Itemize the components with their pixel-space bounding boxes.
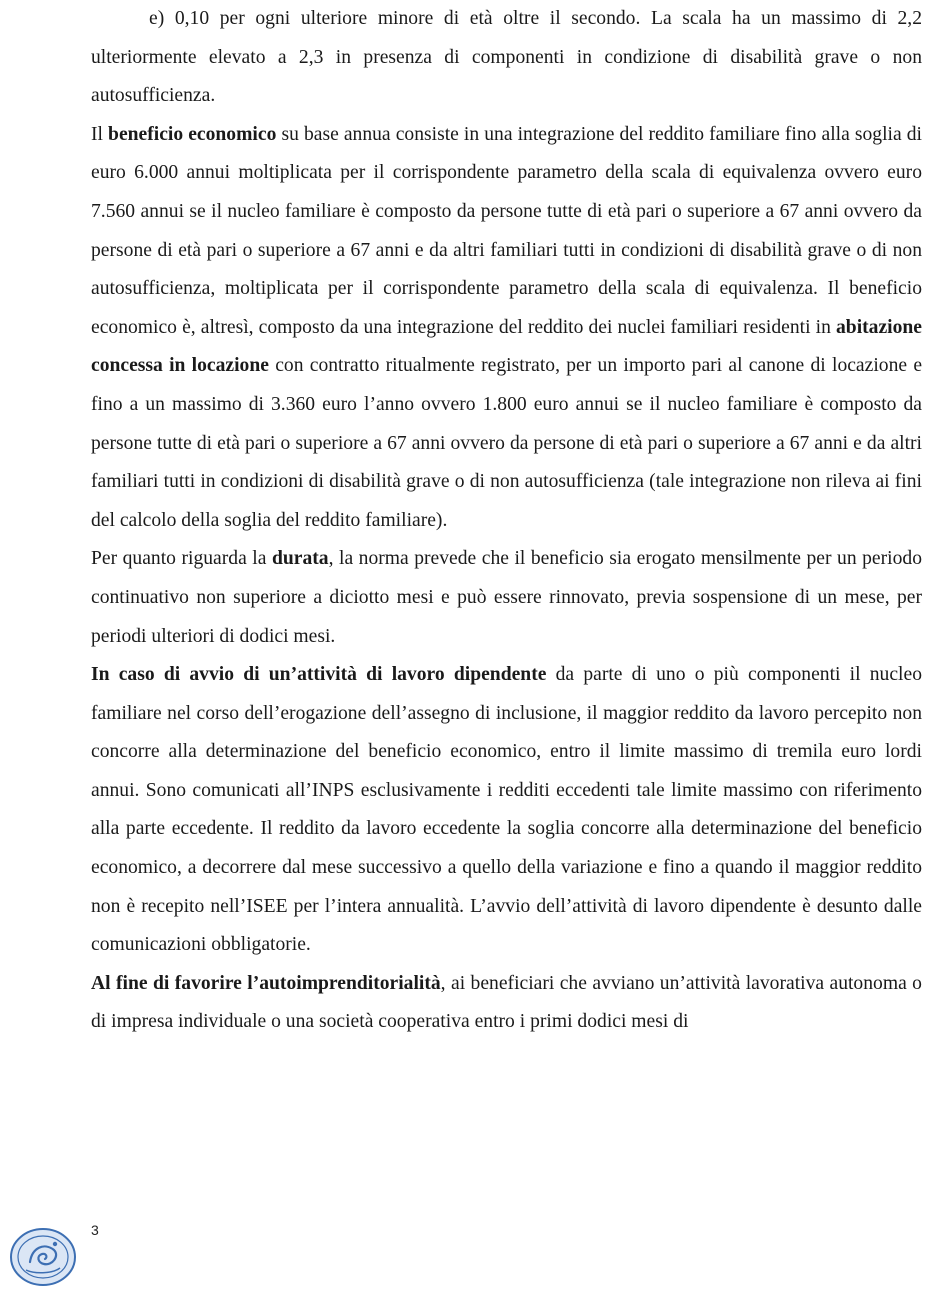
- institution-seal-icon: [8, 1226, 78, 1288]
- paragraph-autoimprenditorialita: [91, 965, 922, 1042]
- bold-term: abitazione concessa in locazione: [91, 316, 922, 377]
- text-segment: da parte di uno o più componenti il nucleo familiare nel corso dell’erogazione dell’assegno di inclusione, il maggior reddito da lavoro percepito non concorre alla determinazione del beneficio economico, entro il limite massimo di tremila euro lordi annui. Sono comunicati all’INPS esclusivamente i redditi eccedenti tale limite massimo con riferimento alla parte eccedente. Il reddito da lavoro eccedente la soglia concorre alla determinazione del beneficio economico, a decorrere dal mese successivo a quello della variazione e fino a quando il maggior reddito non è recepito nell’ISEE per l’intera annualità. L’avvio dell’attività di lavoro dipendente è desunto dalle comunicazioni obbligatorie.: [91, 664, 922, 956]
- text-segment: e) 0,10 per ogni ulteriore minore di età oltre il secondo. La scala ha un massimo di 2,2 ulteriormente elevato a 2,3 in presenza di componenti in condizione di disabilità grave o non autosufficienza.: [91, 8, 922, 107]
- bold-term: beneficio economico: [108, 123, 277, 145]
- paragraph-durata: [91, 540, 922, 656]
- paragraph-scale-continuation: [91, 0, 922, 116]
- text-segment: , ai beneficiari che avviano un’attività lavorativa autonoma o di impresa individuale o una società cooperativa entro i primi dodici mesi di: [91, 972, 922, 1033]
- bold-term: Al fine di favorire l’autoimprenditorialità: [91, 972, 441, 994]
- paragraph-lavoro-dipendente: [91, 656, 922, 965]
- page-number: 3: [91, 1222, 99, 1238]
- bold-term: In caso di avvio di un’attività di lavoro dipendente: [91, 664, 547, 686]
- document-body: [91, 0, 922, 1042]
- paragraph-beneficio-economico: [91, 116, 922, 541]
- text-segment: su base annua consiste in una integrazione del reddito familiare fino alla soglia di euro 6.000 annui moltiplicata per il corrispondente parametro della scala di equivalenza ovvero euro 7.560 annui se il nucleo familiare è composto da persone tutte di età pari o superiore a 67 anni ovvero da persone di età pari o superiore a 67 anni e da altri familiari tutti in condizioni di disabilità grave o di non autosufficienza, moltiplicata per il corrispondente parametro della scala di equivalenza. Il beneficio economico è, altresì, composto da una integrazione del reddito dei nuclei familiari residenti in: [91, 123, 922, 338]
- text-segment: Per quanto riguarda la: [91, 548, 272, 570]
- text-segment: , la norma prevede che il beneficio sia erogato mensilmente per un periodo continuativo non superiore a diciotto mesi e può essere rinnovato, previa sospensione di un mese, per periodi ulteriori di dodici mesi.: [91, 548, 922, 647]
- bold-term: durata: [271, 548, 329, 570]
- text-segment: con contratto ritualmente registrato, per un importo pari al canone di locazione e fino a un massimo di 3.360 euro l’anno ovvero 1.800 euro annui se il nucleo familiare è composto da persone tutte di età pari o superiore a 67 anni ovvero da persone di età pari o superiore a 67 anni e da altri familiari tutti in condizioni di disabilità grave o di non autosufficienza (tale integrazione non rileva ai fini del calcolo della soglia del reddito familiare).: [91, 355, 923, 531]
- text-segment: Il: [91, 123, 109, 145]
